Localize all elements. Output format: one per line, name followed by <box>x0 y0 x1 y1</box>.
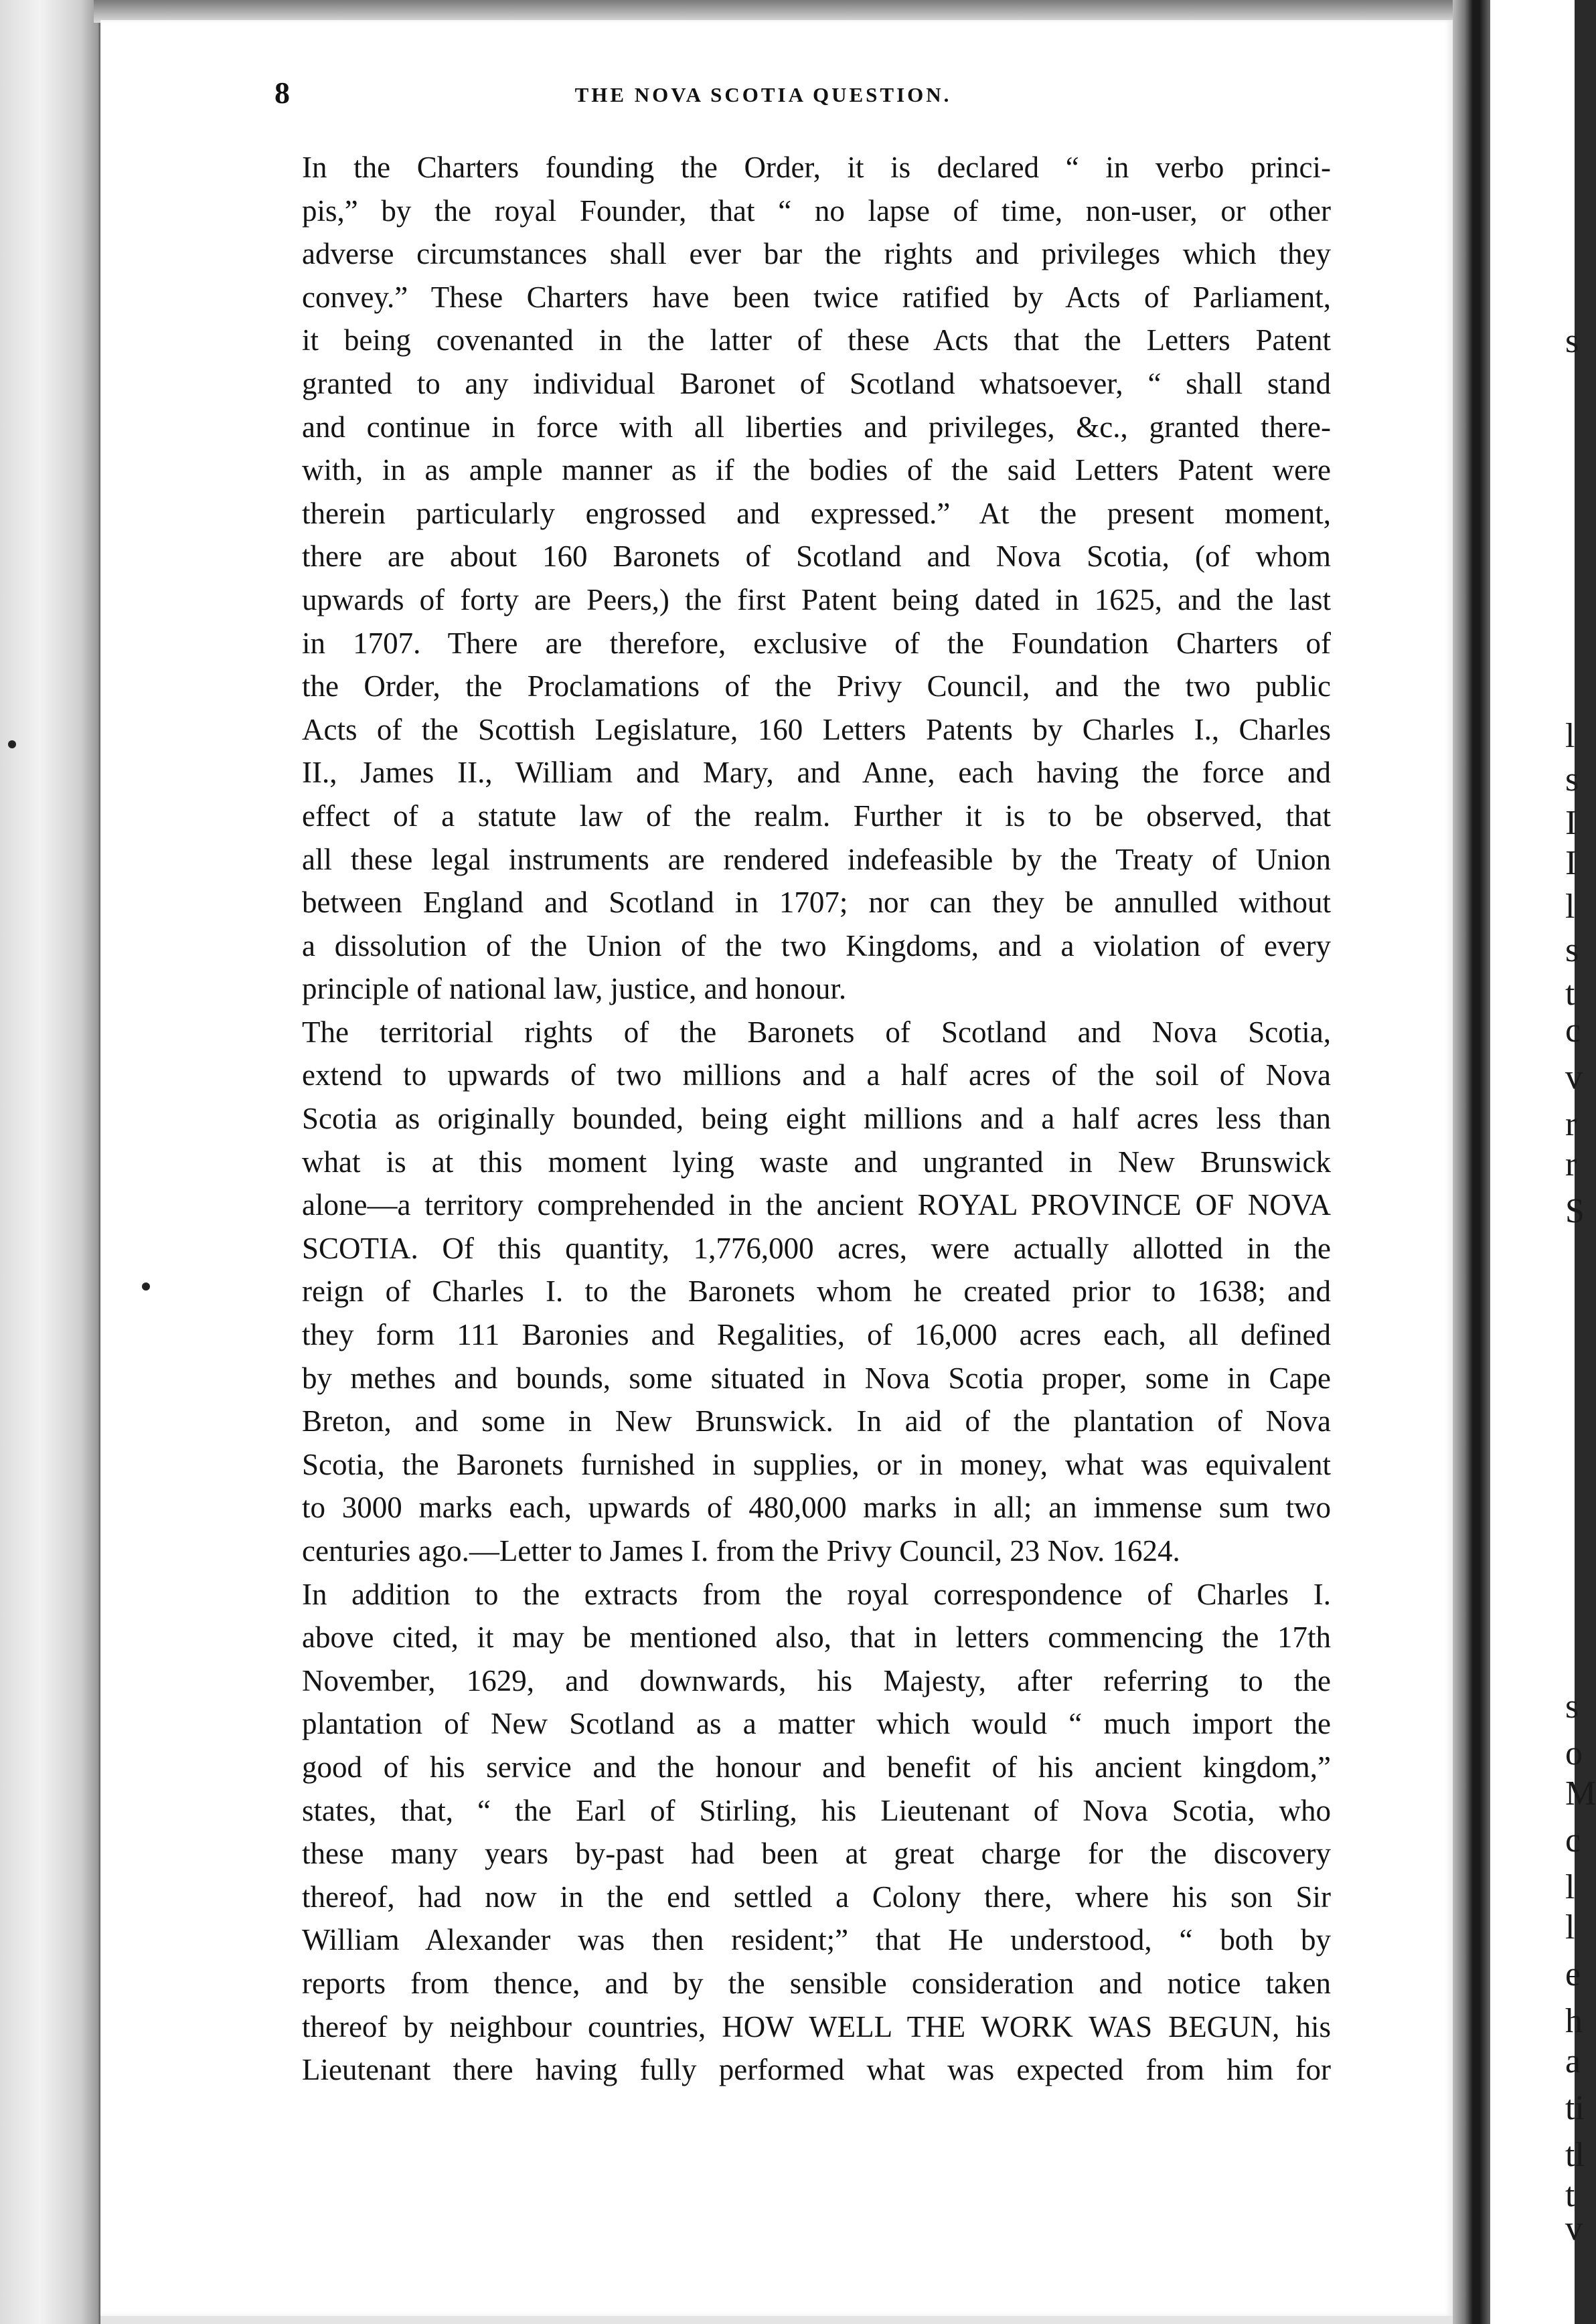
paragraph-royal-correspondence <box>271 1573 1331 2092</box>
facing-page-letter: t <box>1565 975 1575 1013</box>
text-line: a dissolution of the Union of the two Kingdoms, and a violation of every <box>302 928 1331 963</box>
facing-page-letter: c <box>1565 1821 1581 1859</box>
text-line: the Order, the Proclamations of the Privy Council, and the two public <box>302 669 1331 703</box>
facing-page-letter: l <box>1565 1908 1575 1946</box>
facing-page-letter: c <box>1565 1011 1581 1050</box>
facing-page-letter: l <box>1565 888 1575 926</box>
text-line: reports from thence, and by the sensible consideration and notice taken <box>302 1966 1331 2000</box>
text-line: principle of national law, justice, and honour. <box>302 972 847 1006</box>
facing-page-letter: v <box>1565 2210 1583 2248</box>
text-line: thereof by neighbour countries, HOW WELL THE WORK WAS BEGUN, his <box>302 2009 1331 2044</box>
text-line: The territorial rights of the Baronets of Scotland and Nova Scotia, <box>302 1015 1331 1049</box>
facing-page-letter: h <box>1565 2002 1583 2040</box>
text-line: convey.” These Charters have been twice ratified by Acts of Parliament, <box>302 280 1331 314</box>
page-number: 8 <box>274 76 290 110</box>
text-line: and continue in force with all liberties and privileges, &c., granted there- <box>302 410 1331 444</box>
text-line: with, in as ample manner as if the bodies of the said Letters Patent were <box>302 453 1331 487</box>
facing-page-letter: I <box>1565 804 1577 842</box>
facing-page-letter: l <box>1565 1868 1575 1906</box>
facing-page-letters <box>1565 0 1596 2324</box>
text-line: upwards of forty are Peers,) the first Patent being dated in 1625, and the last <box>302 582 1331 616</box>
text-line: William Alexander was then resident;” that He understood, “ both by <box>302 1923 1331 1957</box>
text-line: November, 1629, and downwards, his Majesty, after referring to the <box>302 1663 1331 1697</box>
facing-page-letter: ti <box>1565 2089 1585 2127</box>
text-line: above cited, it may be mentioned also, that in letters commencing the 17th <box>302 1621 1331 1655</box>
body-text <box>271 146 1331 2092</box>
paragraph-territorial-rights <box>271 1011 1331 1573</box>
paragraph-charters <box>271 146 1331 1011</box>
text-line: plantation of New Scotland as a matter which would “ much import the <box>302 1707 1331 1741</box>
text-line: extend to upwards of two millions and a half acres of the soil of Nova <box>302 1058 1331 1092</box>
page-top-shadow <box>94 0 1473 23</box>
text-line: all these legal instruments are rendered indefeasible by the Treaty of Union <box>302 842 1331 876</box>
text-line: In the Charters founding the Order, it is declared “ in verbo princi- <box>302 151 1331 184</box>
text-line: thereof, had now in the end settled a Colony there, where his son Sir <box>302 1880 1331 1914</box>
facing-page-letter: s <box>1565 931 1579 969</box>
text-line: granted to any individual Baronet of Scotland whatsoever, “ shall stand <box>302 366 1331 400</box>
text-line: effect of a statute law of the realm. Further it is to be observed, that <box>302 799 1331 833</box>
book-gutter <box>1453 0 1490 2324</box>
facing-page-letter: s <box>1565 322 1579 360</box>
text-line: reign of Charles I. to the Baronets whom he created prior to 1638; and <box>302 1274 1331 1309</box>
facing-page-letter: l <box>1565 717 1575 755</box>
facing-page-letter: tl <box>1565 2136 1585 2174</box>
facing-page-letter: s <box>1565 760 1579 799</box>
facing-page-letter: s <box>1565 1687 1579 1726</box>
running-head: THE NOVA SCOTIA QUESTION. <box>574 83 952 106</box>
text-line: by methes and bounds, some situated in Nova Scotia proper, some in Cape <box>302 1361 1331 1395</box>
text-line: adverse circumstances shall ever bar the rights and privileges which they <box>302 237 1331 271</box>
text-line: there are about 160 Baronets of Scotland and Nova Scotia, (of whom <box>302 540 1331 574</box>
text-line: centuries ago.—Letter to James I. from the Privy Council, 23 Nov. 1624. <box>302 1534 1180 1568</box>
text-line: in 1707. There are therefore, exclusive of the Foundation Charters of <box>302 626 1331 660</box>
text-line: they form 111 Baronies and Regalities, of 16,000 acres each, all defined <box>302 1318 1331 1352</box>
speck-mark <box>142 1282 150 1291</box>
facing-page-letter: e <box>1565 1955 1581 1993</box>
speck-mark <box>8 740 16 748</box>
facing-page-letter: t <box>1565 2176 1575 2214</box>
text-line: between England and Scotland in 1707; nor can they be annulled without <box>302 886 1331 920</box>
text-line: what is at this moment lying waste and ungranted in New Brunswick <box>302 1145 1331 1179</box>
text-line: Scotia as originally bounded, being eight millions and a half acres less than <box>302 1102 1331 1136</box>
text-line: these many years by-past had been at great charge for the discovery <box>302 1837 1331 1871</box>
facing-page-letter: r <box>1565 1145 1577 1183</box>
facing-page-letter: S <box>1565 1192 1585 1230</box>
text-line: therein particularly engrossed and expressed.” At the present moment, <box>302 496 1331 530</box>
text-line: Acts of the Scottish Legislature, 160 Letters Patents by Charles I., Charles <box>302 712 1331 746</box>
page-header <box>174 75 1352 115</box>
text-line: good of his service and the honour and benefit of his ancient kingdom,” <box>302 1750 1331 1784</box>
text-line: Scotia, the Baronets furnished in supplies, or in money, what was equivalent <box>302 1447 1331 1481</box>
facing-page-letter: M <box>1565 1774 1596 1813</box>
text-line: alone—a territory comprehended in the ancient ROYAL PROVINCE OF NOVA <box>302 1188 1331 1222</box>
text-line: SCOTIA. Of this quantity, 1,776,000 acres, were actually allotted in the <box>302 1231 1331 1265</box>
facing-page-letter: o <box>1565 1734 1583 1772</box>
text-line: Breton, and some in New Brunswick. In aid of the plantation of Nova <box>302 1404 1331 1438</box>
text-line: II., James II., William and Mary, and Anne, each having the force and <box>302 756 1331 790</box>
text-line: to 3000 marks each, upwards of 480,000 marks in all; an immense sum two <box>302 1491 1331 1525</box>
page-left-edge <box>0 0 100 2324</box>
text-line: pis,” by the royal Founder, that “ no lapse of time, non-user, or other <box>302 193 1331 228</box>
text-line: it being covenanted in the latter of these Acts that the Letters Patent <box>302 323 1331 357</box>
facing-page-letter: I <box>1565 844 1577 882</box>
facing-page-edge <box>1490 0 1596 2324</box>
text-line: In addition to the extracts from the royal correspondence of Charles I. <box>302 1577 1331 1611</box>
text-line: states, that, “ the Earl of Stirling, his Lieutenant of Nova Scotia, who <box>302 1793 1331 1827</box>
facing-page-letter: a <box>1565 2042 1581 2080</box>
text-line: Lieutenant there having fully performed what was expected from him for <box>302 2053 1331 2087</box>
facing-page-letter: r <box>1565 1105 1577 1143</box>
facing-page-letter: v <box>1565 1058 1583 1096</box>
